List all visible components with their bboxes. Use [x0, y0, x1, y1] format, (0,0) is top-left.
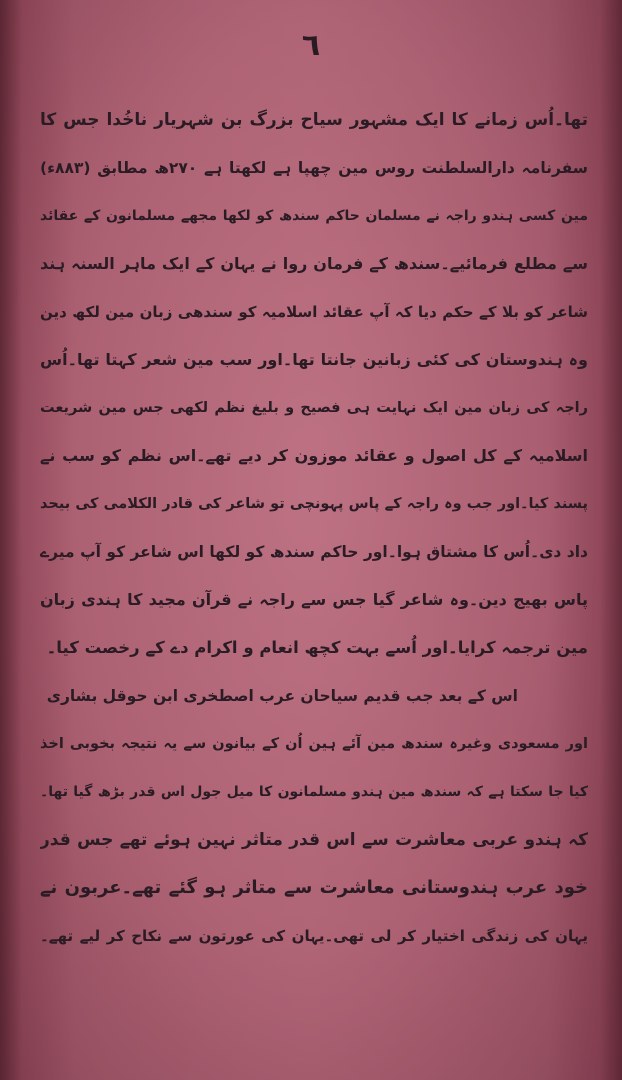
text-line: وہ ہندوستان کی کئی زبانین جانتا تھا۔اور سب مین شعر کہتا تھا۔اُس [40, 350, 588, 369]
text-line: سفرنامہ دارالسلطنت روس مین چھپا ہے لکھتا ہے ۲۷۰ھ مطابق (۸۸۳ء) [40, 159, 588, 177]
right-edge-shadow [600, 0, 622, 1080]
text-line: سے مطلع فرمائیے۔سندھ کے فرمان روا نے یہان کے ایک ماہر السنہ ہند [40, 254, 588, 273]
left-edge-shadow [0, 0, 22, 1080]
text-line: اور مسعودی وغیرہ سندھ مین آئے ہین اُن کے بیانون سے یہ نتیجہ بخوبی اخذ [40, 736, 588, 752]
text-line: پاس بھیج دین۔وہ شاعر گیا جس سے راجہ نے قرآن مجید کا ہندی زبان [40, 590, 588, 609]
text-line: یہان کی زندگی اختیار کر لی تھی۔یہان کی عورتون سے نکاح کر لیے تھے۔ [40, 927, 588, 945]
paragraph-start-line: اس کے بعد جب قدیم سیاحان عرب اصطخری ابن حوقل بشاری [46, 687, 518, 705]
text-line: داد دی۔اُس کا مشتاق ہوا۔اور حاکم سندھ کو لکھا اس شاعر کو آپ میرے [40, 543, 588, 561]
text-line: پسند کیا۔اور جب وہ راجہ کے پاس پہونچی تو شاعر کی قادر الکلامی کی بیحد [40, 496, 588, 512]
text-line: مین کسی ہندو راجہ نے مسلمان حاکم سندھ کو لکھا مجھے مسلمانون کے عقائد [40, 208, 588, 224]
text-line: مین ترجمہ کرایا۔اور اُسے بہت کچھ انعام و اکرام دے کے رخصت کیا۔ [46, 638, 588, 657]
text-body [40, 96, 588, 960]
text-line: اسلامیہ کے کل اصول و عقائد موزون کر دیے تھے۔اس نظم کو سب نے [40, 446, 588, 465]
text-line: کہ ہندو عربی معاشرت سے اس قدر متاثر نہین ہوئے تھے جس قدر [40, 830, 588, 850]
page-number: ٦ [301, 28, 321, 63]
text-line: تھا۔اُس زمانے کا ایک مشہور سیاح بزرگ بن شہریار ناخُدا جس کا [40, 110, 588, 130]
text-line: کیا جا سکتا ہے کہ سندھ مین ہندو مسلمانون کا میل جول اس قدر بڑھ گیا تھا۔ [40, 784, 588, 800]
text-line: خود عرب ہندوستانی معاشرت سے متاثر ہو گئے تھے۔عربون نے [40, 877, 588, 898]
text-line: راجہ کی زبان مین ایک نہایت ہی فصیح و بلیغ نظم لکھی جس مین شریعت [40, 400, 588, 416]
text-line: شاعر کو بلا کے حکم دیا کہ آپ عقائد اسلامیہ کو سندھی زبان مین لکھ دین [40, 303, 588, 321]
